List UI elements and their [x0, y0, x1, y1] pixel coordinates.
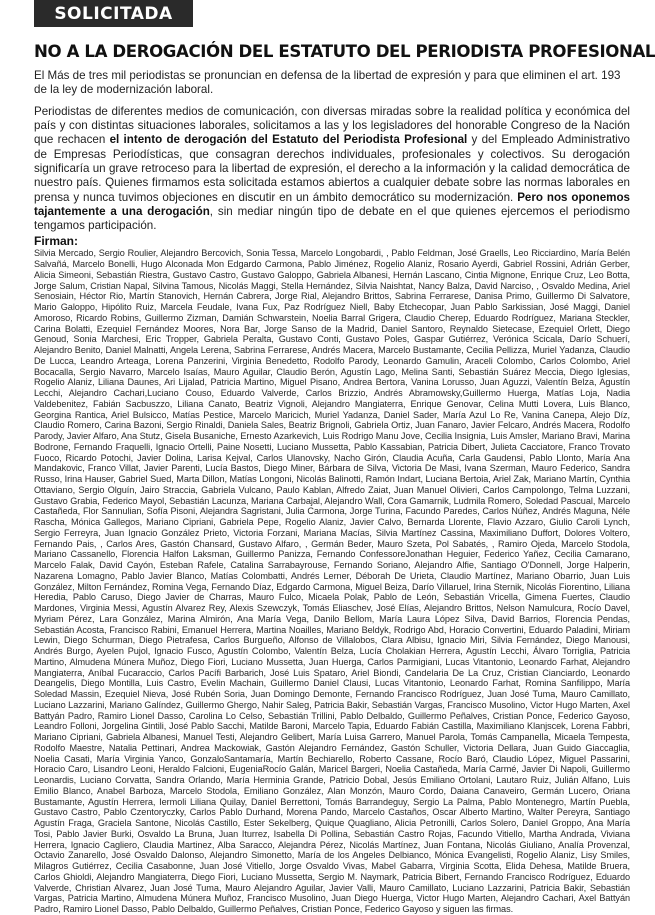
lead-paragraph: El Más de tres mil periodistas se pronuncian en defensa de la libertad de expresión y para que eliminen el art. 193 de la ley de modernización laboral.: [34, 69, 621, 97]
body-bold-derogation: el intento de derogación del Estatuto del Periodista Profesional: [109, 133, 468, 147]
body-text: Periodistas de diferentes medios de comunicación, con diversas miradas sobre la realidad política y económica del país y con distintas situaciones laborales, solicitamos a las y los legisladores del honorable Congreso de la Nación que rechacen: [34, 104, 630, 147]
section-tag: SOLICITADA: [34, 0, 193, 27]
signers-label: Firman:: [34, 234, 79, 249]
solicitada-article: [34, 27, 655, 915]
body-text: , sin mediar ningún tipo de debate en el que quienes ejercemos el periodismo tengamos participación.: [34, 204, 630, 233]
body-text: y del Empleado Administrativo de Empresas Periodísticas, que consagran derechos individuales, profesionales y colectivos. Su derogación significaría un grave retroceso para la libertad de expresión, el derecho a la información y la calidad democrática de nuestro país. Quienes firmamos esta solicitada estamos abiertos a cualquier debate sobre las normas laborales en prensa y nunca tuvimos objeciones en discutir en un ámbito democrático su modernización.: [34, 133, 630, 204]
headline: NO A LA DEROGACIÓN DEL ESTATUTO DEL PERIODISTA PROFESIONAL: [34, 42, 655, 61]
body-bold-opposition: Pero nos oponemos tajantemente a una derogación: [34, 190, 630, 218]
body-paragraph: [34, 105, 630, 234]
signers-list: Silvia Mercado, Sergio Roulier, Alejandro Bercovich, Sonia Tessa, Marcelo Longobardi, , Pablo Feldman, José Graells, Leo Ricciardino, María Belén Salvañá, Marcelo Bonelli, Hugo Alconada Mon Edgardo Carmona, Pablo Jiménez, Rogelio Alaniz, Rosario Ayerdi, Gabriel Rossini, Adrián Gerber, Alicia Simeoni, Sebastián Riestra, Gustavo Castro, Gustavo Galoppo, Gabriela Albanesi, Hernán Lascano, Cintia Mignone, Enrique Cruz, Leo Botta, Jorge Salum, Cristian Napal, Silvina Tamous, Nicolás Maggi, Stella Hernández, Silvia Naishtat, Nancy Balza, David Narciso, , Osvaldo Medina, Ariel Senosiain, Héctor Rio, Martín Stanovich, Hernán Cabrera, Jorge Rial, Alejandro Brittos, Sabrina Ferrarese, Danisa Primo, Guillermo Di Salvatore, Mario Galoppo, Hipólito Ruiz, Marcela Feudale, Ivana Fux, Paz Rodríguez Niell, Baby Etchecopar, Juan Pablo Sarkissian, José Maggi, Daniel Amoroso, Ricardo Robins, Guillermo Zizman, Damián Schwarstein, Noelia Barral Grigera, Claudio Cherep, Eduardo Rodríguez, Mariana Steckler, Carina Bolatti, Ezequiel Fernández Moores, Nora Bar, Jorge Sanso de la Madrid, Daniel Santoro, Reynaldo Sietecase, Ezequiel Orlett, Diego Genoud, Sonia Marchesi, Eric Tropper, Gabriela Peralta, Gustavo Conti, Gustavo Poles, Gaspar Gutiérrez, Verónica Scicala, Darío Schuerí, Alejandro Benito, Daniel Malnatti, Angela Lerena, Sabrina Ferrarese, Andrés Macera, Marcelo Bustamante, Cecilia Pellizza, Muriel Yadanza, Claudio De Lucca, Leandro Arteaga, Lorena Panzerini, Virginia Benedetto, Rodolfo Parody, Leonardo Gamulin, Araceli Colombo, Carlos Colombo, Ariel Bocacalla, Sergio Navarro, Marcelo Isaías, Mauro Aguilar, Claudio Berón, Agustín Lago, Melina Santi, Sebastián Suárez Meccia, Diego Iglesias, Rogelio Alaniz, Liliana Daunes, Ari Lijalad, Patricia Martino, Miguel Pisano, Andrea Bertora, Vanina Lorusso, Juan Aguzzi, Valentín Belza, Agustín Lecchi, Alejandro Cachari,Luciano Couso, Eduardo Valverde, Carlos Brizzio, Andrés Abramowsky,Guillermo Huerga, Matías Loja, Nadia Valdebenitez, Fabián Sacbuszzo, Liliana Canato, Beatriz Vignoli, Alejandro Mangiaterra, Enrique Genovar, Celina Mutti Lovera, Luis Blanco, Georgina Rantica, Ariel Bulsicco, Matías Pestice, Marcelo Maricich, Muriel Yadanza, Daniel Sader, María Azul Lo Re, Vanina Canepa, Alejo Díz, Claudio Romero, Carina Bazoni, Sergio Rinaldi, Daniela Sales, Beatriz Brignoli, Gabriela Ortiz, Juan Fanaro, Javier Felcaro, Andrés Macera, Rodolfo Parody, Javier Alfaro, Ana Stutz, Gisela Busaniche, Ernesto Azarkevich, Luis Rodrigo Manu Jove, Cecilia Insignia, Luis Amsler, Mariano Bravi, Marina Bodrone, Fernando Fraquelli, Ignacio Ortelli, Paine Nosetti, Luciano Mussetta, Pablo Kassabian, Patricia Dibert, Julieta Cacciatore, Franco Trovato Fuoco, Ricardo Potochi, Javier Dolina, Larisa Kejval, Carlos Ulanovsky, Nacho Girón, Claudia Acuña, Carla Gaudensi, Pablo Llonto, María Ana Mandakovic, Franco Villat, Javier Parenti, Lucía Bastos, Diego Miner, Bárbara de Silva, Victoria De Masi, Ivana Szerman, Mauro Federico, Sandra Russo, Irina Hauser, Gabriel Sued, Marta Dillon, Matías Longoni, Nicolás Balinotti, Ramón Indart, Luciana Bertoia, Ariel Zak, Mariano Martín, Cynthia Ottaviano, Sergio Olguín, Jairo Straccia, Gabriela Vulcano, Paulo Kablan, Alfredo Zaiat, Juan Manuel Olivieri, Carlos Campolongo, Telma Luzzani, Gustavo Grabia, Federico Mayol, Sebastián Lacunza, Mariana Carbajal, Alejandro Wall, Cora Gamarnik, Ludmila Romero, Soledad Pascual, Marcelo Castañeda, Flor Sannulian, Sofía Pisoni, Alejandra Sagristani, Julia Carmona, Jorge Turina, Facundo Paredes, Carlos Núñez, Andrés Maguna, Néle Rascha, Mónica Gallegos, Mariano Cipriani, Gabriela Pepe, Rogelio Alaniz, Javier Calvo, Bernarda Llorente, Flavio Azzaro, Giulio Caroli Lynch, Sergio Ferreyra, Juan Ignacio González Prieto, Victoria Forzani, Mariana Macías, Silvia Martínez Cassina, Maximiliano Duffort, Dolores Voltero, Fernando Pais, , Carlos Ares, Gastón Chansard, Gustavo Alfaro, , Germán Beder, Mauro Szeta, Pol Sabatés, , Ramiro Ojeda, Marcelo Stodola, Mariano Cassanello, Florencia Halfon Laksman, Guillermo Panizza, Fernando ConfessoreJonathan Heguier, Federico Yañez, Cecilia Camarano, Marcelo Falak, David Cayón, Esteban Rafele, Catalina Sarrabayrouse, Fernando Soriano, Alejandro Alfie, Santiago O'Donnell, Jorge Halperin, Nazarena Lomagno, Pablo Javier Blanco, Matías Colombatti, Andrés Lerner, Déborah De Urieta, Claudio Martínez, Mariano Obarrio, Juan Luis González, Milton Fernández, Romina Vega, Fernando Díaz, Edgardo Carmona, Miguel Beiza, Darío Villaruel, Irina Sternik, Nicolás Fiorentino, Liliana Heredia, Pablo Caruso, Diego Javier de Charras, Mauro Fulco, Micaela Polak, Pablo de León, Sebastián Vricella, Gimena Fuertes, Claudio Mardones, Virginia Messi, Agustín Alvarez Rey, Alexis Szewczyk, Tomás Eliaschev, José Elías, Alejandro Brittos, Nelson Namulcura, Rocío Davel, Myriam Pérez, Lara González, Marina Almirón, Ana María Vega, Danilo Bellom, María Laura López Silva, David Barrios, Florencia Pendas, Sebastián Acosta, Francisco Rabini, Emanuel Herrera, Martina Noailles, Mariano Beldyk, Rodrigo Abd, Horacio Convertini, Eduardo Paladini, Miriam Lewin, Diego Schurman, Diego Pietrafesa, Carlos Burgueño, Alfonso de Villalobos, Clara Albisu, Ignacio Miri, Silvia Fernández, Diego Manousi, Andrés Burgo, Ayelen Pujol, Ignacio Fusco, Agustín Colombo, Valentín Belza, Lucía Cholakian Herrera, Agustín Lecchi, Álvaro Torriglia, Patricia Martino, Almudena Múnera Muñoz, Diego Fiori, Luciano Mussetta, Juan Huerga, Carlos Parmigiani, Lucas Vitantonio, Leonardo Farhat, Alejandro Mangiaterra, Aníbal Fucaraccio, Carlos Pacífi Barbarich, José Luis Spataro, Ariel Biondi, Candelaria De La Cruz, Cristian Cianciardo, Leonardo Deangelis, Diego Montilla, Luis Castro, Evelin Machain, Guillermo Daniel Clausi, Lucas Vitantonio, Leonardo Farhat, Romina Sanfilippo, María Soledad Massin, Ezequiel Nieva, José Rubén Soria, Juan Domingo Demonte, Fernando Francisco Rodríguez, Juan José Tuma, Mauro Camillato, Luciano Lazzarini, Mariano Galíndez, Guillermo Ghergo, Nahir Saleg, Patricia Bakir, Sebastián Vargas, Francisco Musolino, Victor Hugo Marten, Axel Battyán Padro, Ramiro Lionel Dasso, Carolina Lo Celso, Sebastián Trillini, Pablo Delbaldo, Guillermo Peñalves, Cristian Ponce, Federico Gayoso, Leandro Folloni, Jorgelina Gintili, José Pablo Sacchi, Matilde Baroni, Marcelo Tapia, Eduardo Fabián Castilla, Maximiliano Klanjscek, Lorena Fabbri, Mariano Cipriani, Gabriela Albanesi, Manuel Testi, Alejandro Gelibert, María Luisa Garrero, Manuel Parola, Tomás Campanella, Micaela Tempesta, Rodolfo Maestre, Natalia Pettinari, Andrea Mackowiak, Gastón Alejandro Fernández, Gastón Schuller, Victoria Dellara, Juan Guido Giaccaglia, Noelia Casati, María Virginia Yanco, GonzaloSantamaría, Martín Bechiarello, Roberto Cassane, Rocío Baró, Claudio López, Miguel Passarini, Horacio Caro, Lisandro Leoni, Heraldo Falcioni, EugeniaRocío Galán, Maricel Bargeri, Noelia Castañeda, María Carmé, Javier Di Napoli, Guillermo Leonardis, Luciano Corvatta, Sandra Orlando, María Herminia Grande, Patricio Dobal, Jesús Emiliano Ortolani, Lautaro Ruiz, Julián Alfano, Luis Emilio Blanco, Anabel Barboza, Marcelo Stodola, Emiliano González, Alan Monzón, Mauro Cordo, Daiana Canaveiro, Germán Lucero, Oriana Bustamante, Agustín Herrera, Iermoli Liliana Quilay, Daniel Berrettoni, Tomás Barrandeguy, Sergio La Palma, Pablo Montenegro, Martín Puebla, Gustavo Castro, Pablo Czentoryczky, Carlos Pablo Durhand, Morena Pando, Marcelo Castaños, Oscar Alberto Martino, Walter Pereyra, Santiago Agustín Fraga, Graciela Santone, Nicolás Castillo, Ester Sekelberg, Quique Quagliano, Alicia Petronilli, Carlos Solero, Daniel Groppo, Ana María Tosi, Pablo Javier Burki, Osvaldo La Bruna, Juan Iturrez, Isabella Di Pollina, Sebastián Castro Rojas, Facundo Vitiello, Martha Andrada, Viviana Herrera, Ignacio Cagliero, Claudia Martinez, Alba Saracco, Alejandra Pérez, Nicolás Martínez, Juan Fontana, Nicolás Giuliano, Analía Provenzal, Octavio Zanarello, José Osvaldo Dalonso, Alejandro Simonetto, María de los Angeles Delbianco, Mónica Evangelisti, Rogelio Alaniz, Lisy Smiles, Milagros Gutiérrez, Cecilia Casabonne, Juan José Vitiello, Jorge Osvaldo Vivas, Mabel Gabarra, Virginia Scotta, Elida Dehesa, Matilde Bruera, Carlos Ghioldi, Alejandro Mangiaterra, Diego Fiori, Luciano Mussetta, Sergio M. Naymark, Patricia Bibert, Fernando Francisco Rodríguez, Eduardo Valverde, Christian Alvarez, Juan José Tuma, Mauro Alejandro Aguilar, Javier Valli, Mauro Camillato, Luciano Lazzarini, Patricia Bakir, Sebastián Vargas, Patricia Martino, Almudena Múnera Muñoz, Francisco Musolino, Juan Diego Huerga, Victor Hugo Marten, Alejandro Cachari, Axel Battyán Padro, Ramiro Lionel Dasso, Pablo Delbaldo, Guillermo Peñalves, Cristian Ponce, Federico Gayoso y siguen las firmas.: [34, 248, 630, 915]
